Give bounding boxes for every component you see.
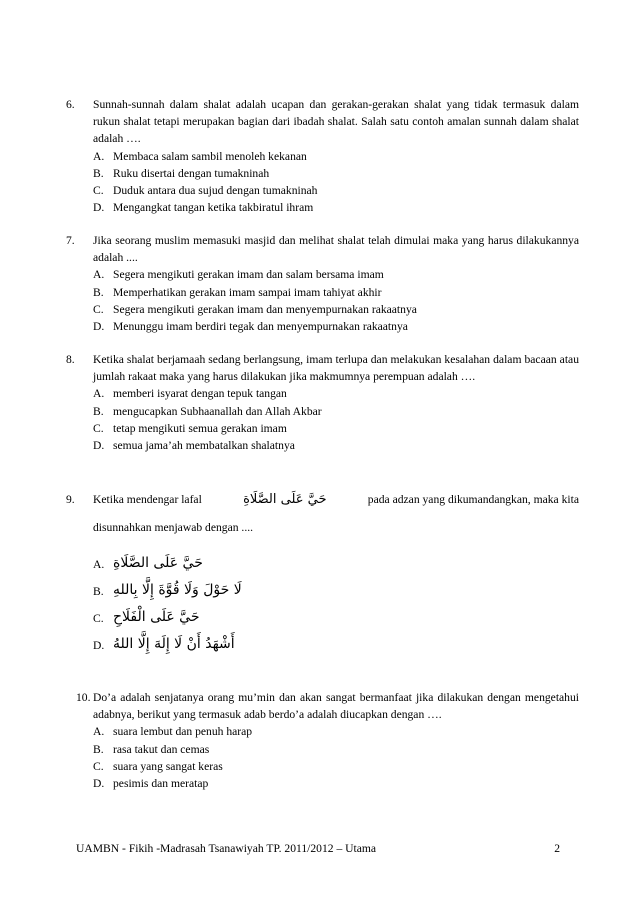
question-number: 10. — [76, 691, 91, 704]
question-10 — [76, 689, 579, 792]
question-number: 8. — [66, 353, 75, 366]
question-text-start: Ketika mendengar lafal — [93, 493, 202, 507]
question-8 — [66, 351, 579, 454]
question-text: Jika seorang muslim memasuki masjid dan melihat shalat telah dimulai maka yang harus dilakukannya adalah .... — [93, 234, 579, 265]
option-d: D. أَشْهَدُ أَنْ لَا إِلَهَ إِلَّا اللهُ — [93, 636, 235, 653]
option-c: C. Duduk antara dua sujud dengan tumakninah — [93, 183, 318, 197]
option-c: C. suara yang sangat keras — [93, 759, 223, 773]
option-d: D. pesimis dan meratap — [93, 776, 209, 790]
page-number: 2 — [554, 842, 560, 855]
option-d: D. Mengangkat tangan ketika takbiratul ihram — [93, 201, 314, 215]
option-a: A. Segera mengikuti gerakan imam dan salam bersama imam — [93, 268, 384, 282]
option-a: A. suara lembut dan penuh harap — [93, 725, 253, 739]
page-footer — [76, 842, 560, 855]
option-d: D. semua jama’ah membatalkan shalatnya — [93, 438, 295, 452]
question-text-end: pada adzan yang dikumandangkan, maka kita — [367, 493, 579, 507]
arabic-phrase: حَيَّ عَلَى الصَّلَاةِ — [243, 492, 327, 508]
question-9 — [66, 489, 579, 658]
question-text: Sunnah-sunnah dalam shalat adalah ucapan dan gerakan-gerakan shalat yang tidak termasuk dalam rukun shalat tetapi merupakan bagian dari ibadah shalat. Salah satu contoh amalan sunnah dalam shalat adalah …. — [93, 98, 579, 146]
option-c: C. حَيَّ عَلَى الْفَلَاحِ — [93, 609, 200, 626]
question-number: 9. — [66, 493, 75, 506]
footer-text: UAMBN - Fikih -Madrasah Tsanawiyah TP. 2011/2012 – Utama — [76, 842, 377, 855]
option-a: A. memberi isyarat dengan tepuk tangan — [93, 387, 287, 401]
question-number: 6. — [66, 98, 75, 111]
question-7 — [66, 232, 579, 335]
option-b: B. mengucapkan Subhaanallah dan Allah Akbar — [93, 404, 322, 418]
option-b: B. rasa takut dan cemas — [93, 742, 210, 756]
option-d: D. Menunggu imam berdiri tegak dan menyempurnakan rakaatnya — [93, 319, 408, 333]
option-b: B. Ruku disertai dengan tumakninah — [93, 166, 270, 180]
option-c: C. Segera mengikuti gerakan imam dan menyempurnakan rakaatnya — [93, 302, 417, 316]
option-b: B. Memperhatikan gerakan imam sampai imam tahiyat akhir — [93, 285, 382, 299]
question-6 — [66, 96, 579, 216]
question-number: 7. — [66, 234, 75, 247]
option-c: C. tetap mengikuti semua gerakan imam — [93, 421, 287, 435]
option-b: B. لَا حَوْلَ وَلَا قُوَّةَ إِلَّا بِاللهِ — [93, 582, 242, 599]
option-a: A. حَيَّ عَلَى الصَّلَاةِ — [93, 555, 203, 572]
question-text: Ketika shalat berjamaah sedang berlangsung, imam terlupa dan melakukan kesalahan dalam bacaan atau jumlah rakaat maka yang harus dilakukan jika makmumnya perempuan adalah …. — [93, 353, 579, 384]
option-a: A. Membaca salam sambil menoleh kekanan — [93, 149, 307, 163]
question-text-line2: disunnahkan menjawab dengan .... — [93, 521, 254, 534]
question-text: Do’a adalah senjatanya orang mu’min dan akan sangat bermanfaat jika dilakukan dengan mengetahui adabnya, berikut yang termasuk adab berdo’a adalah diucapkan dengan …. — [93, 691, 579, 722]
